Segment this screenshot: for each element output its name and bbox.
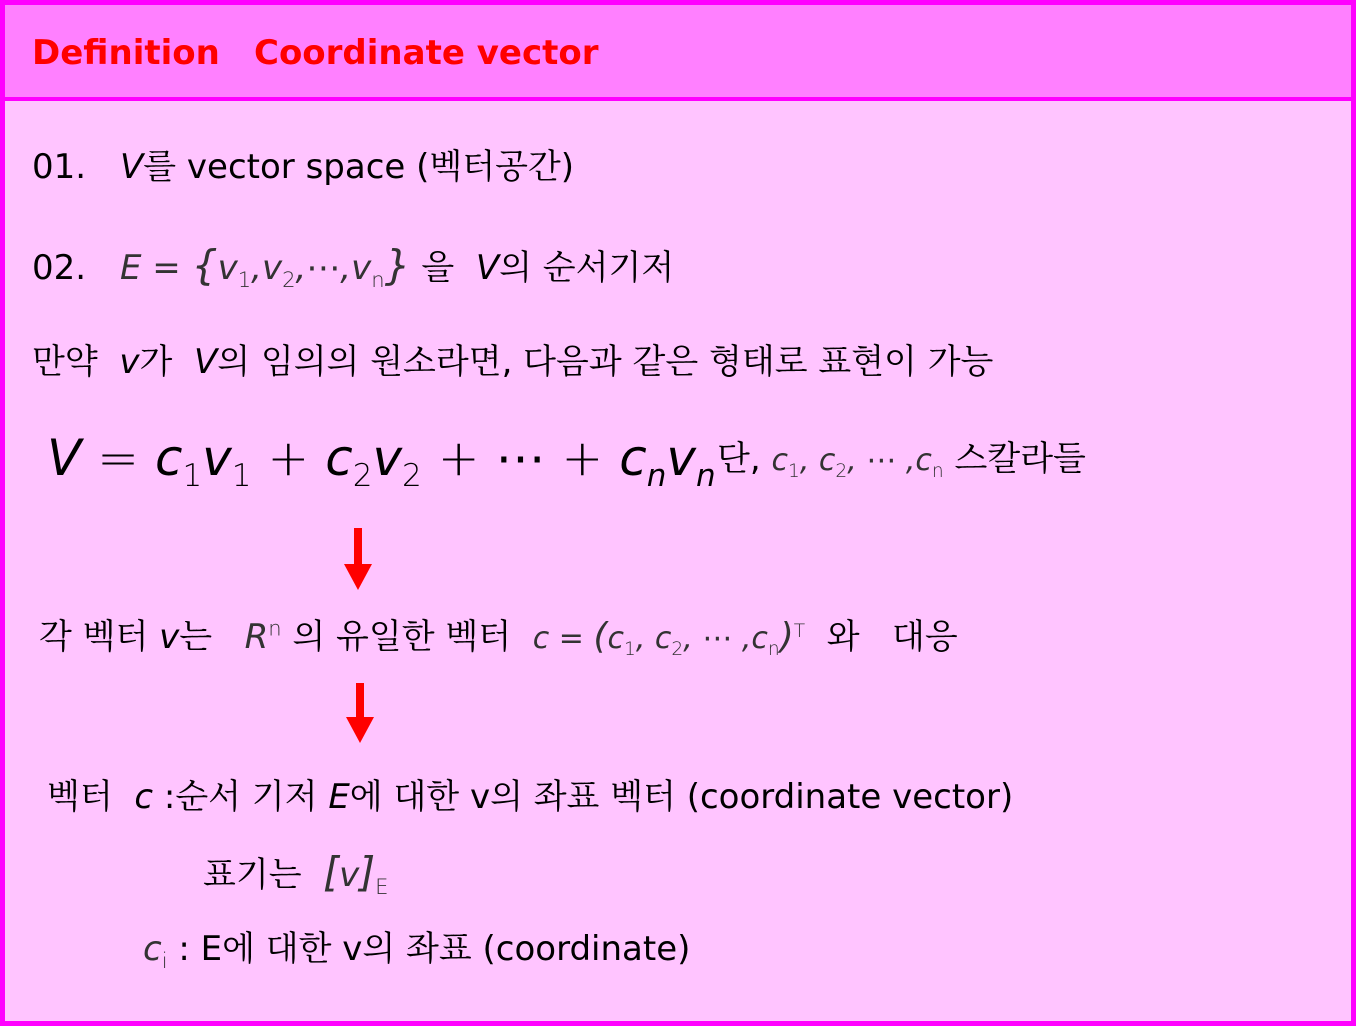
corr-prefix: 각 벡터 <box>39 617 149 657</box>
ci-text: : E에 대한 v의 좌표 (coordinate) <box>178 929 691 969</box>
item-01 <box>32 145 574 189</box>
item-02 <box>32 243 674 290</box>
def-prefix: 벡터 <box>47 777 113 817</box>
ordered-basis-set: $E = \{v_1,v_2,\cdots,v_n\}$ <box>120 241 411 292</box>
definition-line <box>47 775 1013 819</box>
ci-line <box>143 927 690 971</box>
var-ci: $c_i$ <box>143 929 168 973</box>
coordinate-notation: $[v]_E$ <box>323 848 389 899</box>
linear-combination-equation: $V = c_1v_1 + c_2v_2$ + ⋯ + $c_nv_n$ <box>47 429 716 494</box>
corr-suffix: 대응 <box>892 617 958 657</box>
coordinate-vector-def: $c = (c_1$, $c_2$, ⋯ $,c_n)^T$ <box>532 616 806 660</box>
page-title: Coordinate vector <box>254 33 599 73</box>
space-Rn: $R^n$ <box>244 615 282 657</box>
def-text-b: 에 대한 v의 좌표 벡터 (coordinate vector) <box>349 777 1014 817</box>
definition-tag: Definition <box>32 33 220 73</box>
item-text: 를 vector space (벡터공간) <box>143 147 575 187</box>
statement-mid: 가 <box>139 342 173 382</box>
scalar-note <box>717 437 1086 483</box>
notation-label: 표기는 <box>203 855 302 895</box>
note-prefix: 단, <box>717 439 761 479</box>
var-v: v <box>159 617 180 657</box>
item-number: 02. <box>32 248 87 288</box>
var-V: V <box>475 248 500 288</box>
var-E: E <box>328 777 350 817</box>
statement-suffix: 의 임의의 원소라면, 다음과 같은 형태로 표현이 가능 <box>217 342 994 382</box>
item-text: 을 <box>421 248 455 288</box>
corr-mid3: 와 <box>826 617 860 657</box>
corr-mid: 는 <box>179 617 213 657</box>
statement-line <box>32 340 993 384</box>
note-suffix: 스칼라들 <box>954 439 1086 479</box>
def-colon: : <box>163 777 176 817</box>
header-bar <box>5 5 1351 101</box>
statement-prefix: 만약 <box>32 342 98 382</box>
item-number: 01. <box>32 147 87 187</box>
item-text: 의 순서기저 <box>499 248 675 288</box>
correspondence-line <box>39 615 958 661</box>
var-c: c <box>134 777 154 817</box>
var-V: V <box>193 342 218 382</box>
corr-mid2: 의 유일한 벡터 <box>292 617 512 657</box>
var-V: V <box>120 147 144 187</box>
def-text-a: 순서 기저 <box>175 777 318 817</box>
scalar-list: $c_1$, $c_2$, ⋯ $,c_n$ <box>771 443 944 482</box>
var-v: v <box>119 342 140 382</box>
notation-line <box>203 850 388 897</box>
